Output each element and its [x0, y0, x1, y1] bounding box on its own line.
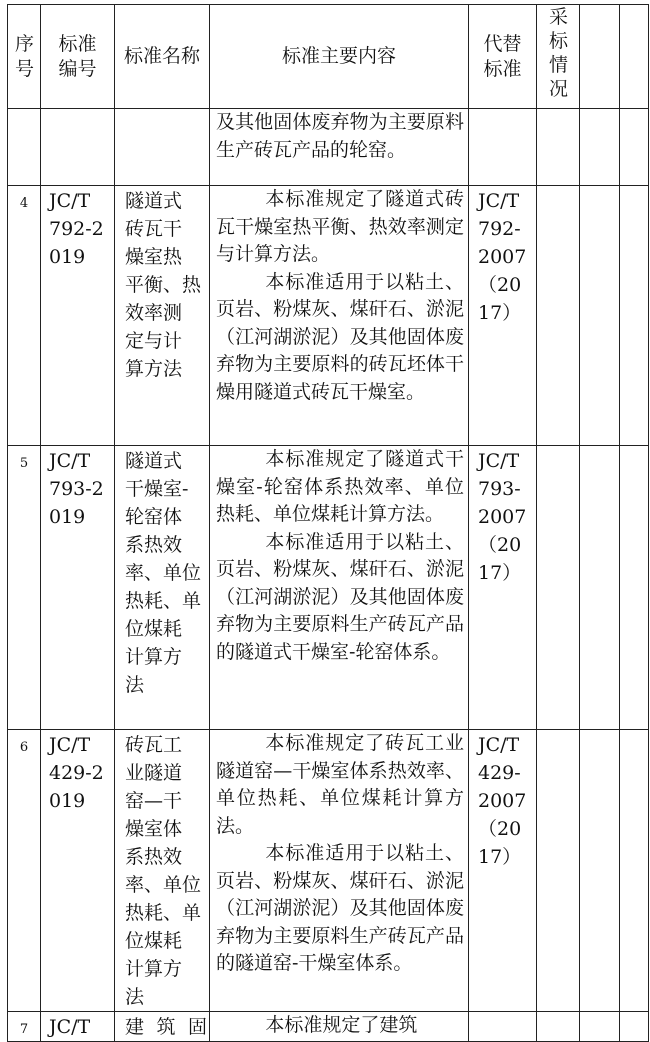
name-line: 窑—干: [125, 790, 183, 812]
name-line: 燥室热: [125, 246, 183, 268]
continuation-row: [8, 109, 649, 186]
replaced-standard-cell: JC/T 429- 2007 （20 17）: [469, 730, 537, 1012]
standard-name-cell: [115, 1012, 210, 1042]
cell-blank: [620, 1012, 649, 1042]
name-line: 算方法: [125, 358, 183, 380]
cell-blank: [115, 109, 210, 186]
name-line: 隧道式: [125, 450, 183, 472]
standards-table: [7, 4, 649, 1042]
name-line: 系热效: [125, 534, 183, 556]
name-line: 干燥室-: [125, 478, 189, 500]
table-row: [8, 186, 649, 446]
adoption-cell: [537, 1012, 580, 1042]
name-line: 率、单位: [125, 562, 202, 584]
standard-name-cell: [115, 446, 210, 730]
name-line: 计算方: [125, 958, 183, 980]
cell-blank: [580, 1012, 620, 1042]
name-line: 砖瓦工: [125, 734, 183, 756]
name-line: 隧道式: [125, 190, 183, 212]
cell-blank: [620, 186, 649, 446]
content-cell: [210, 186, 469, 446]
header-seq: 序号: [8, 5, 41, 109]
content-scope-paragraph: 本标准规定了隧道式砖瓦干燥室热平衡、热效率测定与计算方法。: [216, 188, 464, 265]
name-line: 建筑固: [125, 1016, 207, 1038]
content-continuation-text: 及其他固体废弃物为主要原料生产砖瓦产品的轮窑。: [216, 111, 464, 161]
cell-blank: [580, 109, 620, 186]
table-row: [8, 730, 649, 1012]
header-row: [8, 5, 649, 109]
content-applicability-paragraph: 本标准适用于以粘土、页岩、粉煤灰、煤矸石、淤泥（江河湖淤泥）及其他固体废弃物为主要原料的砖瓦坯体干燥用隧道式砖瓦干燥室。: [216, 270, 464, 403]
replaced-standard-cell: JC/T 793- 2007 （20 17）: [469, 446, 537, 730]
content-applicability-paragraph: 本标准适用于以粘土、页岩、粉煤灰、煤矸石、淤泥（江河湖淤泥）及其他固体废弃物为主要原料生产砖瓦产品的隧道窑-干燥室体系。: [216, 842, 464, 974]
adoption-cell: [537, 186, 580, 446]
name-line: 平衡、热: [125, 274, 202, 296]
standard-number-cell: JC/T 792-2 019: [41, 186, 115, 446]
name-line: 位煤耗: [125, 930, 183, 952]
name-line: 率、单位: [125, 874, 202, 896]
content-scope-paragraph: 本标准规定了隧道式干燥室-轮窑体系热效率、单位热耗、单位煤耗计算方法。: [216, 448, 464, 525]
name-line: 定与计: [125, 330, 183, 352]
standard-number-cell: JC/T 793-2 019: [41, 446, 115, 730]
header-name: 标准名称: [115, 5, 210, 109]
seq-cell: 4: [8, 186, 41, 446]
name-line: 位煤耗: [125, 618, 183, 640]
standard-number-cell: JC/T: [41, 1012, 115, 1042]
name-line: 法: [125, 674, 145, 696]
cell-blank: [41, 109, 115, 186]
cell-blank: [469, 109, 537, 186]
content-scope-paragraph: 本标准规定了建筑: [265, 1014, 418, 1036]
cell-blank: [620, 446, 649, 730]
table-row: [8, 1012, 649, 1042]
content-cell: [210, 730, 469, 1012]
name-line: 法: [125, 986, 145, 1008]
name-line: 计算方: [125, 646, 183, 668]
header-blank-2: [620, 5, 649, 109]
header-blank-1: [580, 5, 620, 109]
cell-blank: [620, 730, 649, 1012]
name-line: 砖瓦干: [125, 218, 183, 240]
adoption-cell: [537, 446, 580, 730]
replaced-standard-cell: JC/T 792- 2007 （20 17）: [469, 186, 537, 446]
cell-blank: [537, 109, 580, 186]
name-line: 轮窑体: [125, 506, 183, 528]
seq-cell: 7: [8, 1012, 41, 1042]
name-line: 系热效: [125, 846, 183, 868]
content-cell: [210, 1012, 469, 1042]
content-applicability-paragraph: 本标准适用于以粘土、页岩、粉煤灰、煤矸石、淤泥（江河湖淤泥）及其他固体废弃物为主要原料生产砖瓦产品的隧道式干燥室-轮窑体系。: [216, 530, 464, 663]
standard-name-cell: [115, 730, 210, 1012]
cell-blank: [580, 446, 620, 730]
header-content: 标准主要内容: [210, 5, 469, 109]
seq-cell: 6: [8, 730, 41, 1012]
adoption-cell: [537, 730, 580, 1012]
content-cell: [210, 109, 469, 186]
replaced-standard-cell: [469, 1012, 537, 1042]
standards-table-page: [7, 4, 649, 1042]
cell-blank: [8, 109, 41, 186]
table-row: [8, 446, 649, 730]
name-line: 热耗、单: [125, 590, 202, 612]
content-scope-paragraph: 本标准规定了砖瓦工业隧道窑—干燥室体系热效率、单位热耗、单位煤耗计算方法。: [216, 732, 464, 837]
cell-blank: [580, 730, 620, 1012]
name-line: 热耗、单: [125, 902, 202, 924]
name-line: 业隧道: [125, 762, 183, 784]
header-adoption: 采标情况: [537, 5, 580, 109]
standard-number-cell: JC/T 429-2 019: [41, 730, 115, 1012]
name-line: 效率测: [125, 302, 183, 324]
standard-name-cell: [115, 186, 210, 446]
content-cell: [210, 446, 469, 730]
header-number: 标准编号: [41, 5, 115, 109]
seq-cell: 5: [8, 446, 41, 730]
cell-blank: [580, 186, 620, 446]
header-replaced: 代替标准: [469, 5, 537, 109]
name-line: 燥室体: [125, 818, 183, 840]
cell-blank: [620, 109, 649, 186]
